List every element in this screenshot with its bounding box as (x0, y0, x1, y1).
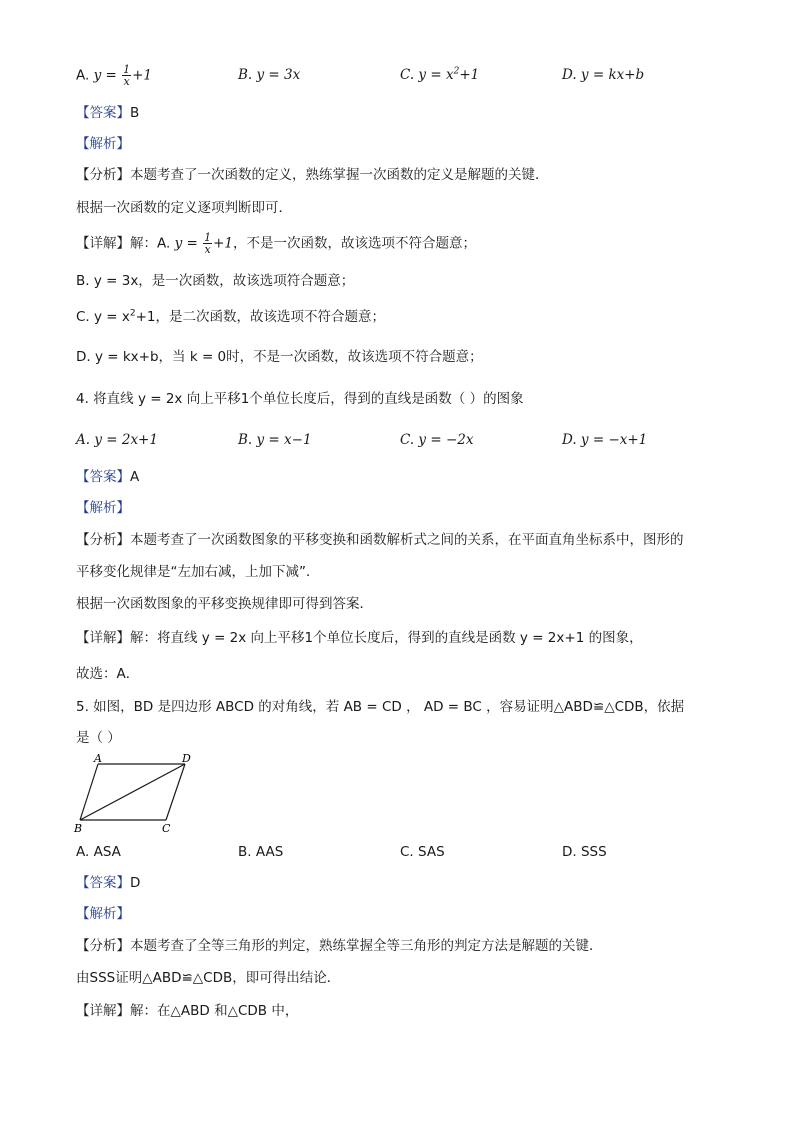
analysis-tag: 【解析】 (76, 906, 130, 922)
math-text: +1 (132, 67, 153, 84)
q4-option-d: D. y = −x+1 (562, 432, 648, 448)
q4-xiangjie (76, 627, 734, 649)
xiangjie-text: 解：将直线 y = 2x 向上平移1个单位长度后，得到的直线是函数 y = 2x+1 的图象， (130, 630, 643, 646)
fenxi-text: 本题考查了全等三角形的判定，熟练掌握全等三角形的判定方法是解题的关键． (130, 938, 603, 954)
fenxi-text: 本题考查了一次函数的定义，熟练掌握一次函数的定义是解题的关键． (130, 167, 549, 183)
q3-option-a (76, 64, 152, 86)
answer-tag: 【答案】 (76, 875, 130, 891)
math-text: y = (93, 67, 117, 84)
analysis-tag: 【解析】 (76, 500, 130, 516)
xiangjie-tag: 【详解】 (76, 630, 130, 646)
xiangjie-text: 解：A. (130, 235, 171, 252)
analysis-tag: 【解析】 (76, 136, 130, 152)
vertex-label-a: A (94, 752, 102, 765)
math-text: +1 (459, 67, 480, 83)
q5-analysis-tag (76, 903, 734, 925)
q4-fenxi (76, 529, 734, 551)
q3-fenxi (76, 164, 734, 186)
fraction-numerator: 1 (123, 63, 131, 76)
vertex-label-b: B (74, 822, 83, 835)
option-label: A. (76, 67, 90, 84)
answer-tag: 【答案】 (76, 105, 130, 121)
q4-analysis-tag (76, 497, 734, 519)
q3-answer (76, 102, 734, 124)
math-text: C. y = x (76, 309, 130, 325)
math-text: +1 (213, 235, 234, 252)
q5-option-a: A. ASA (76, 844, 121, 860)
math-text: C. y = x (400, 67, 454, 83)
xiangjie-tag: 【详解】 (76, 235, 130, 252)
fenxi-tag: 【分析】 (76, 167, 130, 183)
answer-tag: 【答案】 (76, 469, 130, 485)
q4-choice: 故选：A． (76, 666, 140, 682)
q4-option-c: C. y = −2x (400, 432, 474, 448)
q3-options (76, 64, 734, 86)
q5-option-d: D. SSS (562, 844, 607, 860)
q4-answer (76, 466, 734, 488)
q5-line2: 由SSS证明△ABD≌△CDB，即可得出结论． (76, 970, 341, 986)
answer-value: D (130, 875, 141, 891)
xiangjie-text: ，不是一次函数，故该选项不符合题意； (233, 235, 477, 252)
math-text: +1，是二次函数，故该选项不符合题意； (135, 309, 386, 325)
fenxi-tag: 【分析】 (76, 938, 130, 954)
q5-fenxi (76, 935, 734, 957)
parallelogram-figure (70, 752, 200, 836)
fraction-numerator: 1 (204, 231, 212, 244)
q3-line-b: B. y = 3x，是一次函数，故该选项符合题意； (76, 273, 355, 289)
q4-stem: 4. 将直线 y = 2x 向上平移1个单位长度后，得到的直线是函数（ ）的图象 (76, 391, 524, 407)
q3-line-c (76, 306, 734, 328)
q4-fenxi-2: 平移变化规律是“左加右减，上加下减”． (76, 564, 320, 580)
fraction (122, 64, 131, 87)
answer-value: B (130, 105, 140, 121)
q3-line-d: D. y = kx+b，当 k = 0时，不是一次函数，故该选项不符合题意； (76, 349, 483, 365)
q3-xiangjie (76, 232, 734, 254)
q3-analysis-tag (76, 133, 734, 155)
q5-option-c: C. SAS (400, 844, 445, 860)
q3-option-d: D. y = kx+b (562, 67, 645, 83)
q4-option-b: B. y = x−1 (238, 432, 312, 448)
fenxi-tag: 【分析】 (76, 532, 130, 548)
vertex-label-c: C (162, 822, 171, 835)
q4-line3: 根据一次函数图象的平移变换规律即可得到答案． (76, 596, 373, 612)
answer-value: A (130, 469, 140, 485)
q4-options (76, 429, 734, 451)
q5-stem: 5. 如图，BD 是四边形 ABCD 的对角线，若 AB = CD ， AD = BC ，容易证明△ABD≌△CDB，依据 (76, 699, 685, 715)
fraction-denominator: x (204, 243, 211, 256)
superscript: 2 (129, 308, 136, 319)
q3-option-b: B. y = 3x (238, 67, 301, 83)
fraction-denominator: x (123, 75, 130, 88)
math-text: y = (174, 235, 198, 252)
q5-answer (76, 872, 734, 894)
fenxi-text: 本题考查了一次函数图象的平移变换和函数解析式之间的关系，在平面直角坐标系中，图形的 (130, 532, 684, 548)
superscript: 2 (453, 66, 460, 77)
q5-xiangjie (76, 1000, 734, 1022)
q4-option-a: A. y = 2x+1 (76, 432, 158, 448)
q3-line2: 根据一次函数的定义逐项判断即可． (76, 200, 292, 216)
fraction (203, 232, 212, 255)
q5-option-b: B. AAS (238, 844, 284, 860)
vertex-label-d: D (182, 752, 191, 765)
q5-options (76, 841, 734, 863)
q5-stem-2: 是（ ） (76, 730, 121, 746)
xiangjie-text: 解：在△ABD 和△CDB 中， (130, 1003, 299, 1019)
q3-option-c (400, 64, 479, 86)
xiangjie-tag: 【详解】 (76, 1003, 130, 1019)
